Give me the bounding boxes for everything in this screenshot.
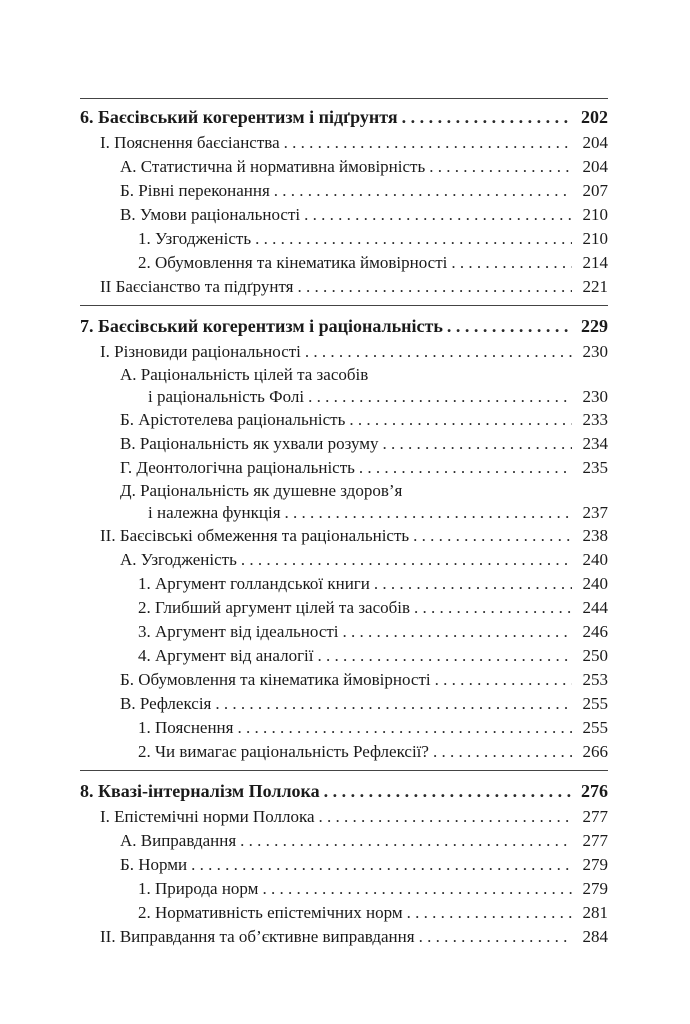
toc-entry [80, 408, 608, 432]
page-number: 234 [582, 434, 608, 453]
leader-dots [319, 805, 572, 829]
leader-dots [285, 502, 572, 524]
entry-title: 1. Природа норм [138, 877, 262, 901]
toc-entry [80, 524, 608, 548]
leader-dots [305, 340, 572, 364]
leader-dots [274, 179, 572, 203]
page-number: 210 [582, 229, 608, 248]
entry-title: і раціональність Фолі [148, 386, 308, 408]
toc-entry [80, 596, 608, 620]
leader-dots [413, 524, 572, 548]
entry-title: Б. Норми [120, 853, 191, 877]
entry-title: 1. Узгодженість [138, 227, 255, 251]
leader-dots [435, 668, 572, 692]
entry-title: 4. Аргумент від аналогії [138, 644, 318, 668]
leader-dots [255, 227, 572, 251]
toc-chapter-7 [80, 312, 608, 340]
entry-title: Б. Обумовлення та кінематика ймовірності [120, 668, 435, 692]
page-number: 246 [582, 622, 608, 641]
page-number: 230 [582, 342, 608, 361]
page-number: 253 [582, 670, 608, 689]
page-number: 237 [582, 503, 608, 522]
page-number: 240 [582, 550, 608, 569]
leader-dots [402, 103, 572, 131]
leader-dots [262, 877, 572, 901]
entry-title: II Баєсіанство та підґрунтя [100, 275, 298, 299]
toc-entry [80, 644, 608, 668]
page-number: 276 [581, 781, 608, 801]
leader-dots [433, 740, 572, 764]
page-number: 210 [582, 205, 608, 224]
entry-title: В. Умови раціональності [120, 203, 304, 227]
page-number: 204 [582, 133, 608, 152]
entry-title: 1. Пояснення [138, 716, 237, 740]
chapter-title: 8. Квазі-інтерналізм Поллока [80, 777, 324, 805]
leader-dots [374, 572, 572, 596]
toc-chapter-6 [80, 103, 608, 131]
page-number: 235 [582, 458, 608, 477]
toc-entry [80, 925, 608, 949]
entry-title: А. Виправдання [120, 829, 240, 853]
leader-dots [359, 456, 572, 480]
toc-entry [80, 432, 608, 456]
leader-dots [407, 901, 572, 925]
page-number: 277 [582, 807, 608, 826]
entry-title: 1. Аргумент голландської книги [138, 572, 374, 596]
page-number: 229 [581, 316, 608, 336]
toc-entry [80, 692, 608, 716]
entry-title: 2. Обумовлення та кінематика ймовірності [138, 251, 451, 275]
entry-title: Д. Раціональність як душевне здоров’я [120, 480, 406, 502]
chapter-title: 7. Баєсівський когерентизм і раціональність [80, 312, 447, 340]
toc-entry-continuation [80, 502, 608, 524]
toc-chapter-8 [80, 777, 608, 805]
entry-title: I. Пояснення баєсіанства [100, 131, 284, 155]
toc-entry [80, 275, 608, 299]
entry-title: А. Статистична й нормативна ймовірність [120, 155, 429, 179]
toc-entry [80, 155, 608, 179]
page-number: 238 [582, 526, 608, 545]
leader-dots [349, 408, 572, 432]
page-number: 255 [582, 718, 608, 737]
entry-title: I. Різновиди раціональності [100, 340, 305, 364]
leader-dots [215, 692, 572, 716]
page-number: 240 [582, 574, 608, 593]
leader-dots [298, 275, 573, 299]
page-number: 281 [582, 903, 608, 922]
toc-entry [80, 480, 608, 502]
entry-title: В. Рефлексія [120, 692, 215, 716]
leader-dots [237, 716, 572, 740]
leader-dots [419, 925, 572, 949]
toc-entry [80, 829, 608, 853]
toc-entry-continuation [80, 386, 608, 408]
entry-title: II. Виправдання та об’єктивне виправдання [100, 925, 419, 949]
toc-entry [80, 668, 608, 692]
toc-entry [80, 203, 608, 227]
leader-dots [191, 853, 572, 877]
leader-dots [240, 829, 572, 853]
entry-title: 2. Нормативність епістемічних норм [138, 901, 407, 925]
toc-entry [80, 740, 608, 764]
page-number: 207 [582, 181, 608, 200]
entry-title: і належна функція [148, 502, 285, 524]
entry-title: А. Узгодженість [120, 548, 241, 572]
page-number: 202 [581, 107, 608, 127]
toc-entry [80, 548, 608, 572]
leader-dots [414, 596, 572, 620]
leader-dots [318, 644, 573, 668]
toc-entry [80, 716, 608, 740]
chapter-title: 6. Баєсівський когерентизм і підґрунтя [80, 103, 402, 131]
entry-title: I. Епістемічні норми Поллока [100, 805, 319, 829]
toc-entry [80, 572, 608, 596]
page-number: 244 [582, 598, 608, 617]
toc-entry [80, 620, 608, 644]
toc-entry [80, 901, 608, 925]
leader-dots [343, 620, 572, 644]
toc-entry [80, 364, 608, 386]
page-number: 230 [582, 387, 608, 406]
page-number: 277 [582, 831, 608, 850]
table-of-contents [80, 98, 608, 949]
leader-dots [451, 251, 572, 275]
toc-entry [80, 227, 608, 251]
page-number: 221 [582, 277, 608, 296]
leader-dots [447, 312, 572, 340]
divider [80, 98, 608, 99]
toc-entry [80, 179, 608, 203]
leader-dots [429, 155, 572, 179]
entry-title: II. Баєсівські обмеження та раціональність [100, 524, 413, 548]
entry-title: Б. Рівні переконання [120, 179, 274, 203]
leader-dots [304, 203, 572, 227]
toc-entry [80, 131, 608, 155]
page-number: 204 [582, 157, 608, 176]
page-number: 266 [582, 742, 608, 761]
toc-entry [80, 251, 608, 275]
leader-dots [324, 777, 572, 805]
entry-title: 3. Аргумент від ідеальності [138, 620, 343, 644]
entry-title: 2. Чи вимагає раціональність Рефлексії? [138, 740, 433, 764]
toc-entry [80, 456, 608, 480]
leader-dots [308, 386, 572, 408]
page-number: 233 [582, 410, 608, 429]
page-number: 250 [582, 646, 608, 665]
entry-title: В. Раціональність як ухвали розуму [120, 432, 383, 456]
page-number: 214 [582, 253, 608, 272]
page-number: 255 [582, 694, 608, 713]
leader-dots [284, 131, 572, 155]
toc-entry [80, 805, 608, 829]
entry-title: Б. Арістотелева раціональність [120, 408, 349, 432]
page-number: 279 [582, 855, 608, 874]
entry-title: А. Раціональність цілей та засобів [120, 364, 372, 386]
toc-entry [80, 340, 608, 364]
leader-dots [241, 548, 572, 572]
entry-title: Г. Деонтологічна раціональність [120, 456, 359, 480]
leader-dots [383, 432, 572, 456]
divider [80, 305, 608, 306]
page-number: 284 [582, 927, 608, 946]
divider [80, 770, 608, 771]
toc-entry [80, 877, 608, 901]
toc-entry [80, 853, 608, 877]
page-number: 279 [582, 879, 608, 898]
entry-title: 2. Глибший аргумент цілей та засобів [138, 596, 414, 620]
